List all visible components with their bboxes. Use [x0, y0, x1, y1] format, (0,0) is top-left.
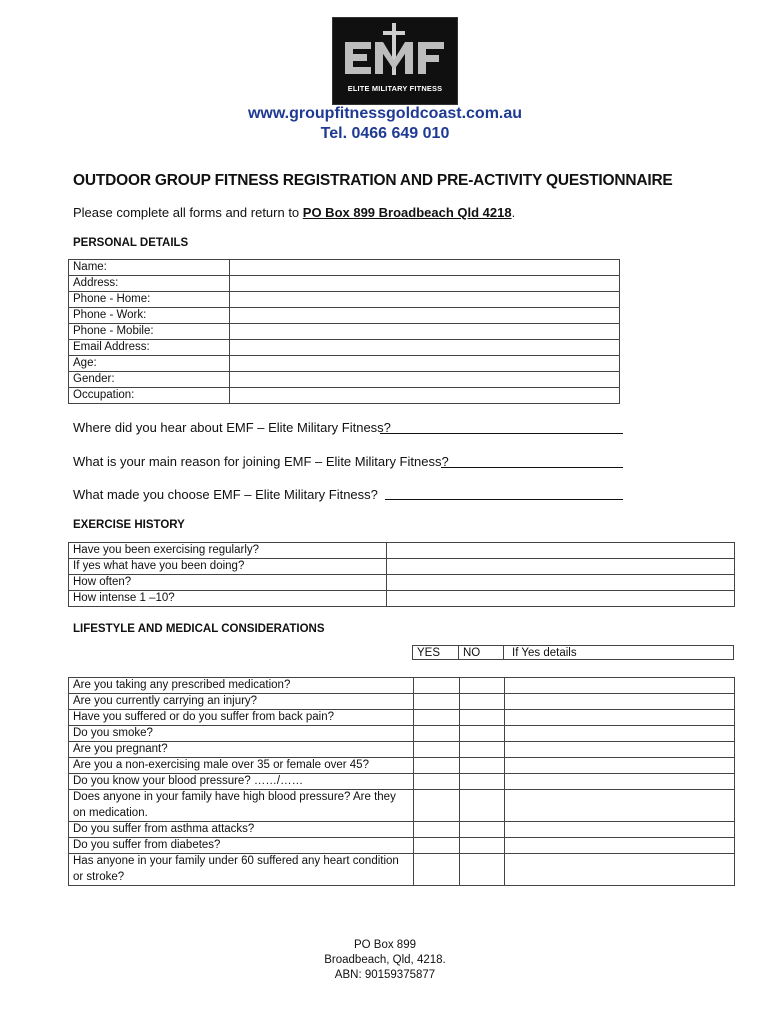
exercise-answer[interactable]	[387, 543, 735, 559]
lifestyle-question: Are you pregnant?	[69, 742, 414, 758]
lifestyle-yes-cell[interactable]	[414, 854, 460, 886]
personal-field-input[interactable]	[230, 276, 620, 292]
personal-field-input[interactable]	[230, 372, 620, 388]
lifestyle-yes-cell[interactable]	[414, 758, 460, 774]
personal-row	[69, 324, 620, 340]
personal-field-label: Phone - Mobile:	[69, 324, 230, 340]
intro-end: .	[511, 205, 516, 220]
exercise-row	[69, 559, 735, 575]
lifestyle-details-cell[interactable]	[505, 694, 735, 710]
lifestyle-row	[69, 822, 735, 838]
lifestyle-row	[69, 726, 735, 742]
lifestyle-yes-cell[interactable]	[414, 838, 460, 854]
lifestyle-row	[69, 710, 735, 726]
lifestyle-row	[69, 758, 735, 774]
lifestyle-question: Do you know your blood pressure? ……/……	[69, 774, 414, 790]
lifestyle-row	[69, 678, 735, 694]
personal-field-label: Email Address:	[69, 340, 230, 356]
personal-row	[69, 388, 620, 404]
lifestyle-question: Are you currently carrying an injury?	[69, 694, 414, 710]
lifestyle-question: Does anyone in your family have high blood pressure? Are they on medication.	[69, 790, 414, 822]
personal-row	[69, 276, 620, 292]
personal-field-label: Gender:	[69, 372, 230, 388]
lifestyle-no-cell[interactable]	[460, 726, 505, 742]
exercise-answer[interactable]	[387, 591, 735, 607]
lifestyle-row	[69, 838, 735, 854]
column-header-details: If Yes details	[503, 645, 734, 660]
personal-field-label: Phone - Home:	[69, 292, 230, 308]
lifestyle-yes-cell[interactable]	[414, 694, 460, 710]
intro-text	[73, 205, 515, 220]
personal-row	[69, 356, 620, 372]
lifestyle-yes-cell[interactable]	[414, 678, 460, 694]
personal-field-label: Age:	[69, 356, 230, 372]
lifestyle-details-cell[interactable]	[505, 822, 735, 838]
lifestyle-row	[69, 742, 735, 758]
exercise-question: How intense 1 –10?	[69, 591, 387, 607]
lifestyle-no-cell[interactable]	[460, 758, 505, 774]
column-header-yes: YES	[412, 645, 459, 660]
lifestyle-question: Are you taking any prescribed medication?	[69, 678, 414, 694]
exercise-answer[interactable]	[387, 575, 735, 591]
footer-address-line2: Broadbeach, Qld, 4218.	[324, 954, 446, 966]
lifestyle-yes-cell[interactable]	[414, 822, 460, 838]
personal-row	[69, 292, 620, 308]
lifestyle-no-cell[interactable]	[460, 710, 505, 726]
lifestyle-no-cell[interactable]	[460, 790, 505, 822]
lifestyle-yes-cell[interactable]	[414, 790, 460, 822]
personal-row	[69, 260, 620, 276]
footer-address-line1: PO Box 899	[353, 939, 416, 951]
lifestyle-row	[69, 694, 735, 710]
exercise-row	[69, 575, 735, 591]
lifestyle-details-cell[interactable]	[505, 710, 735, 726]
lifestyle-no-cell[interactable]	[460, 854, 505, 886]
website-url[interactable]: www.groupfitnessgoldcoast.com.au	[247, 105, 523, 122]
personal-field-input[interactable]	[230, 324, 620, 340]
lifestyle-no-cell[interactable]	[460, 678, 505, 694]
lifestyle-yes-cell[interactable]	[414, 774, 460, 790]
answer-line-heard-about[interactable]	[380, 433, 623, 434]
lifestyle-details-cell[interactable]	[505, 790, 735, 822]
personal-field-input[interactable]	[230, 356, 620, 372]
emf-logo	[332, 17, 458, 105]
personal-row	[69, 372, 620, 388]
lifestyle-question: Do you suffer from asthma attacks?	[69, 822, 414, 838]
answer-line-choose-emf[interactable]	[385, 499, 623, 500]
exercise-history-heading: EXERCISE HISTORY	[73, 519, 185, 531]
lifestyle-question: Are you a non-exercising male over 35 or female over 45?	[69, 758, 414, 774]
intro-lead: Please complete all forms and return to	[73, 205, 303, 220]
question-choose-emf: What made you choose EMF – Elite Military Fitness?	[73, 487, 378, 502]
exercise-answer[interactable]	[387, 559, 735, 575]
lifestyle-table	[68, 677, 735, 886]
exercise-history-table	[68, 542, 735, 607]
lifestyle-yes-cell[interactable]	[414, 742, 460, 758]
personal-field-input[interactable]	[230, 308, 620, 324]
lifestyle-question: Do you smoke?	[69, 726, 414, 742]
lifestyle-yes-cell[interactable]	[414, 710, 460, 726]
question-main-reason: What is your main reason for joining EMF – Elite Military Fitness?	[73, 454, 449, 469]
lifestyle-details-cell[interactable]	[505, 726, 735, 742]
lifestyle-details-cell[interactable]	[505, 758, 735, 774]
personal-field-input[interactable]	[230, 340, 620, 356]
lifestyle-question: Have you suffered or do you suffer from back pain?	[69, 710, 414, 726]
lifestyle-question: Do you suffer from diabetes?	[69, 838, 414, 854]
lifestyle-no-cell[interactable]	[460, 774, 505, 790]
exercise-question: Have you been exercising regularly?	[69, 543, 387, 559]
footer-abn: ABN: 90159375877	[334, 969, 436, 981]
exercise-question: How often?	[69, 575, 387, 591]
logo-tagline: ELITE MILITARY FITNESS	[347, 84, 443, 93]
lifestyle-details-cell[interactable]	[505, 854, 735, 886]
personal-details-heading: PERSONAL DETAILS	[73, 237, 189, 249]
personal-field-input[interactable]	[230, 388, 620, 404]
personal-field-label: Address:	[69, 276, 230, 292]
lifestyle-details-cell[interactable]	[505, 742, 735, 758]
lifestyle-row	[69, 774, 735, 790]
personal-field-label: Occupation:	[69, 388, 230, 404]
lifestyle-row	[69, 790, 735, 822]
lifestyle-details-cell[interactable]	[505, 774, 735, 790]
emf-logo-mark	[333, 18, 457, 84]
exercise-question: If yes what have you been doing?	[69, 559, 387, 575]
column-header-no: NO	[458, 645, 504, 660]
personal-details-table	[68, 259, 620, 404]
lifestyle-no-cell[interactable]	[460, 694, 505, 710]
personal-field-input[interactable]	[230, 292, 620, 308]
lifestyle-yes-cell[interactable]	[414, 726, 460, 742]
lifestyle-no-cell[interactable]	[460, 838, 505, 854]
phone-number: Tel. 0466 649 010	[320, 125, 450, 142]
question-heard-about: Where did you hear about EMF – Elite Military Fitness?	[73, 420, 391, 435]
lifestyle-row	[69, 854, 735, 886]
lifestyle-details-cell[interactable]	[505, 838, 735, 854]
personal-field-input[interactable]	[230, 260, 620, 276]
exercise-row	[69, 591, 735, 607]
personal-field-label: Phone - Work:	[69, 308, 230, 324]
lifestyle-no-cell[interactable]	[460, 822, 505, 838]
lifestyle-details-cell[interactable]	[505, 678, 735, 694]
personal-field-label: Name:	[69, 260, 230, 276]
lifestyle-heading: LIFESTYLE AND MEDICAL CONSIDERATIONS	[73, 623, 325, 635]
form-title: OUTDOOR GROUP FITNESS REGISTRATION AND PRE-ACTIVITY QUESTIONNAIRE	[73, 172, 673, 189]
lifestyle-no-cell[interactable]	[460, 742, 505, 758]
exercise-row	[69, 543, 735, 559]
lifestyle-question: Has anyone in your family under 60 suffered any heart condition or stroke?	[69, 854, 414, 886]
personal-row	[69, 340, 620, 356]
personal-row	[69, 308, 620, 324]
postal-address: PO Box 899 Broadbeach Qld 4218	[302, 205, 512, 220]
answer-line-main-reason[interactable]	[441, 467, 623, 468]
